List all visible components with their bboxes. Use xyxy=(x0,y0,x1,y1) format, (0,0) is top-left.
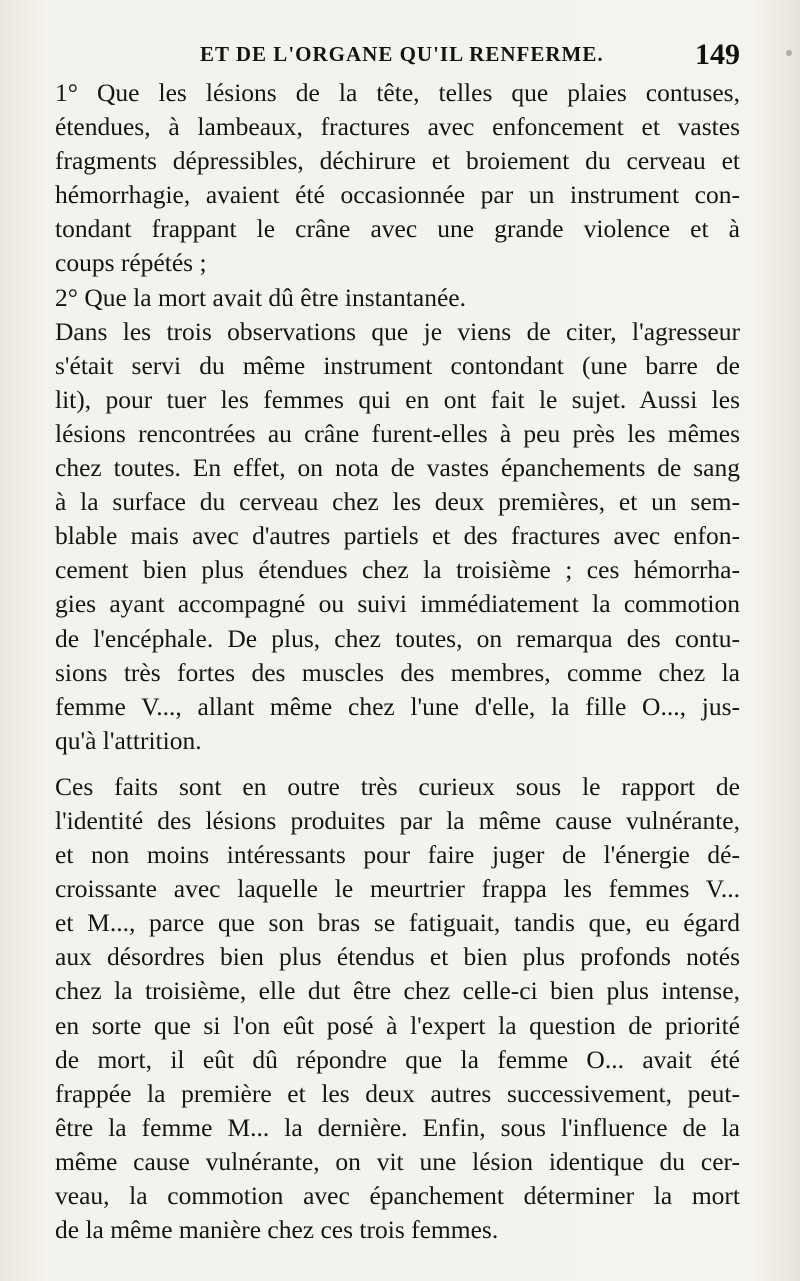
text-line: 1° Que les lésions de la tête, telles que plaies contuses, xyxy=(55,78,740,107)
text-line: Dans les trois observations que je viens de citer, l'agresseur xyxy=(55,316,740,346)
text-line: chez toutes. En effet, on nota de vastes épanchements de sang xyxy=(55,453,740,483)
paragraph xyxy=(55,315,740,758)
text-line: de la même manière chez ces trois femmes. xyxy=(55,1215,499,1245)
text-line: croissante avec laquelle le meurtrier frappa les femmes V... xyxy=(55,874,740,904)
text-line: coups répétés ; xyxy=(55,248,207,278)
text-line: être la femme M... la dernière. Enfin, sous l'influence de la xyxy=(55,1112,740,1142)
text-line: gies ayant accompagné ou suivi immédiatement la commotion xyxy=(55,589,740,619)
text-line: l'identité des lésions produites par la même cause vulnérante, xyxy=(55,805,740,835)
text-line: Ces faits sont en outre très curieux sous le rapport de xyxy=(55,771,740,801)
text-line: sions très fortes des muscles des membres, comme chez la xyxy=(55,657,740,687)
text-line: veau, la commotion avec épanchement déterminer la mort xyxy=(55,1181,740,1210)
text-line: s'était servi du même instrument contondant (une barre de xyxy=(55,350,740,380)
text-line: fragments dépressibles, déchirure et broiement du cerveau et xyxy=(55,146,740,176)
page-number: 149 xyxy=(695,38,740,71)
paragraph xyxy=(55,76,740,281)
paragraph-gap xyxy=(55,758,740,770)
text-line: en sorte que si l'on eût posé à l'expert la question de priorité xyxy=(55,1010,740,1040)
text-line: tondant frappant le crâne avec une grande violence et à xyxy=(55,214,740,244)
text-line: femme V..., allant même chez l'une d'elle, la fille O..., jus- xyxy=(55,691,740,721)
paragraph xyxy=(55,770,740,1247)
paragraph xyxy=(55,281,740,315)
running-head xyxy=(60,38,740,72)
text-line: 2° Que la mort avait dû être instantanée. xyxy=(55,282,466,312)
ink-speck xyxy=(786,50,792,56)
text-line: lit), pour tuer les femmes qui en ont fait le sujet. Aussi les xyxy=(55,384,740,414)
body-text xyxy=(55,76,740,1247)
text-line: lésions rencontrées au crâne furent-elles à peu près les mêmes xyxy=(55,418,740,448)
text-line: chez la troisième, elle dut être chez celle-ci bien plus intense, xyxy=(55,976,740,1006)
text-line: de mort, il eût dû répondre que la femme O... avait été xyxy=(55,1044,740,1074)
text-line: et non moins intéressants pour faire juger de l'énergie dé- xyxy=(55,840,740,870)
text-line: qu'à l'attrition. xyxy=(55,725,202,755)
text-line: et M..., parce que son bras se fatiguait, tandis que, eu égard xyxy=(55,908,740,938)
text-line: aux désordres bien plus étendus et bien plus profonds notés xyxy=(55,942,740,972)
text-line: cement bien plus étendues chez la troisième ; ces hémorrha- xyxy=(55,555,740,585)
text-line: étendues, à lambeaux, fractures avec enfoncement et vastes xyxy=(55,112,740,142)
text-line: frappée la première et les deux autres successivement, peut- xyxy=(55,1078,740,1108)
text-line: à la surface du cerveau chez les deux premières, et un sem- xyxy=(55,487,740,517)
text-line: même cause vulnérante, on vit une lésion identique du cer- xyxy=(55,1146,740,1176)
running-title: ET DE L'ORGANE QU'IL RENFERME. xyxy=(200,42,604,66)
text-line: hémorrhagie, avaient été occasionnée par un instrument con- xyxy=(55,180,740,210)
text-line: de l'encéphale. De plus, chez toutes, on remarqua des contu- xyxy=(55,623,740,653)
text-line: blable mais avec d'autres partiels et des fractures avec enfon- xyxy=(55,521,740,551)
